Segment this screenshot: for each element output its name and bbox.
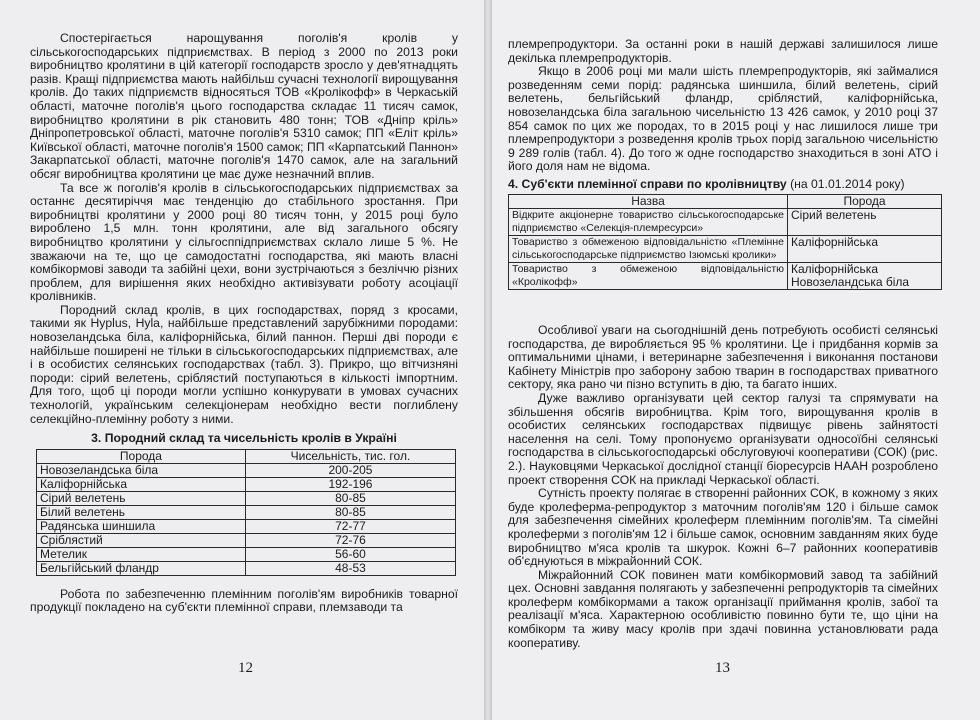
column-header: Порода bbox=[788, 194, 942, 208]
count-cell: 72-76 bbox=[245, 533, 455, 547]
breed-cell: Каліфорнійська bbox=[37, 477, 246, 491]
paragraph: племрепродуктори. За останні роки в нашій державі залишилося лише декілька племрепродукторів. bbox=[508, 37, 938, 65]
table-header-row bbox=[37, 449, 456, 463]
paragraph: Особливої уваги на сьогоднішній день потребують особисті селянські господарства, де виробляється 95 % кролятини. Це і придбання кормів за оптимальними цінами, і ветеринарне забезпечення і виконання постанови Кабінету Міністрів про заборону забою тварин в господарствах приватного сектору, яка рано чи пізно вступить в дію, та багато інших. bbox=[508, 323, 938, 392]
breed-cell: Сірий велетень bbox=[37, 491, 246, 505]
table-header-row bbox=[509, 194, 942, 208]
count-cell: 72-77 bbox=[245, 519, 455, 533]
paragraph: Та все ж поголів'я кролів в сільськогосподарських підприємствах за останнє десятиріччя має тенденцію до стабільного зростання. При виробництві кролятини у 2000 році 80 тисяч тонн, у 2015 році було вироблено 1,5 млн. тонн кролятини, але від загального обсягу виробництво кролятини у сільгосппідприємствах склало лише 5 %. Не зважаючи на те, що це самодостатні господарства, які мають власні комбікормові заводи та забійні цехи, вони зустрічаються з безліччю різних проблем, для вирішення яких необхідно активізувати роботу асоціації кролівників. bbox=[30, 180, 458, 304]
entity-name-cell: Товариство з обмеженою відповідальністю «Племінне сільськогосподарське підприємство Ізюмські кролики» bbox=[509, 235, 788, 262]
table-row bbox=[37, 463, 456, 477]
count-cell: 48-53 bbox=[245, 561, 455, 575]
column-header: Чисельність, тис. гол. bbox=[245, 449, 455, 463]
breed-cell: Каліфорнійська bbox=[788, 235, 942, 262]
count-cell: 200-205 bbox=[245, 463, 455, 477]
paragraph: Сутність проекту полягає в створенні районних СОК, в кожному з яких буде кролеферма-репродуктор з маточним поголів'ям 120 і більше самок для забезпечення сімейних кролеферм племінним поголів'ям. Та сімейні кролеферми з поголів'ям 12 і більше самок, основним завданням яких буде виробництво м'яса кролів та шкурок. Кожні 6–7 районних кооперативів об'єднуються в міжрайонний СОК. bbox=[508, 486, 938, 569]
breed-cell: Радянська шиншила bbox=[37, 519, 246, 533]
breed-cell: Каліфорнійська Новозеландська біла bbox=[788, 262, 942, 289]
table4 bbox=[508, 194, 942, 290]
table-row bbox=[37, 561, 456, 575]
left-page-text bbox=[30, 32, 458, 615]
table-row bbox=[509, 208, 942, 235]
count-cell: 56-60 bbox=[245, 547, 455, 561]
breed-cell: Сірий велетень bbox=[788, 208, 942, 235]
table3-caption: 3. Породний склад та чисельність кролів в Україні bbox=[91, 431, 397, 446]
paragraph: Спостерігається нарощування поголів'я кролів у сільськогосподарських підприємствах. В період з 2000 по 2013 роки виробництво кролятини в цій категорії господарств зросло у дев'ятнадцять разів. Кращі підприємства мають найбільш сучасні технології вирощування кролів. До таких підприємств відносяться ТОВ «Кролікофф» в Черкаській області, маточне поголів'я цього господарства складає 11 тисяч самок, виробництво кролятини в рік становить 480 тонн; ТОВ «Дніпр кріль» Дніпропетровської області, маточне поголів'я 5310 самок; ПП «Еліт кріль» Київської області, маточне поголів'я 1500 самок; ПП «Карпатський Паннон» Закарпатської області, маточне поголів'я 1470 самок, але на загальний обсяг виробництва кролятини це має дуже незначний вплив. bbox=[30, 31, 458, 181]
count-cell: 80-85 bbox=[245, 491, 455, 505]
right-page-text-bottom bbox=[508, 324, 938, 650]
table4-caption-title: 4. Суб'єкти племінної справи по кролівництву bbox=[508, 176, 787, 191]
column-header: Назва bbox=[509, 194, 788, 208]
table3 bbox=[36, 449, 456, 576]
column-header: Порода bbox=[37, 449, 246, 463]
right-page-text-top bbox=[508, 38, 938, 290]
table-row bbox=[37, 547, 456, 561]
table4-caption-date: (на 01.01.2014 року) bbox=[790, 176, 905, 191]
page-number-left: 12 bbox=[238, 660, 253, 676]
entity-name-cell: Товариство з обмеженою відповідальністю «Кролікофф» bbox=[509, 262, 788, 289]
count-cell: 80-85 bbox=[245, 505, 455, 519]
count-cell: 192-196 bbox=[245, 477, 455, 491]
paragraph: Міжрайонний СОК повинен мати комбікормовий завод та забійний цех. Основні завдання полягають у забезпеченні репродукторів та сімейних кролеферм комбікормами а також організації приймання кролів, забої та реалізації м'яса. Характерною особливістю повинно бути те, що ціни на комбікорм та живу масу кролів при здачі повинна установлювати рада кооперативу. bbox=[508, 567, 938, 650]
table4-caption bbox=[508, 178, 938, 192]
breed-cell: Новозеландська біла bbox=[37, 463, 246, 477]
table-row bbox=[509, 235, 942, 262]
breed-cell: Білий велетень bbox=[37, 505, 246, 519]
paragraph: Робота по забезпеченню племінним поголів'ям виробників товарної продукції покладено на суб'єкти племінної справи, племзаводи та bbox=[30, 586, 458, 615]
table-row bbox=[37, 505, 456, 519]
paragraph: Якщо в 2006 році ми мали шість племрепродукторів, які займалися розведенням семи порід: радянська шиншила, білий велетень, сірий велетень, бельгійський фландр, сріблястий, каліфорнійська, новозеландська біла загальною чисельністю 13 426 самок, у 2010 році 37 854 самок по цих же породах, то в 2015 році у нас лишилося лише три племрепродуктори з розведення кролів трьох порід загальною чисельністю 9 289 голів (табл. 4). До того ж одне господарство знаходиться в зоні АТО і його доля нам не відома. bbox=[508, 64, 938, 174]
paragraph: Дуже важливо організувати цей сектор галузі та спрямувати на збільшення обсягів виробництва. Крім того, вирощування кролів в особистих селянських господарствах підвищує рівень зайнятості населення на селі. Тому пропонуємо організувати односоїбні селянські господарства в сільськогосподарські обслуговуючі кооперативи (СОК) (рис. 2.). Науковцями Черкаської дослідної станції біоресурсів НААН розроблено проект створення СОК на прикладі Черкаської області. bbox=[508, 390, 938, 487]
entity-name-cell: Відкрите акціонерне товариство сільськогосподарське підприємство «Селекція-племресурси» bbox=[509, 208, 788, 235]
table-row bbox=[37, 491, 456, 505]
paragraph: Породний склад кролів, в цих господарствах, поряд з кросами, такими як Hyplus, Hyla, найбільше представлений зарубіжними породами: новозеландська біла, каліфорнійська, білий паннон. Перші дві породи є найбільше поширені не тільки в сільськогосподарських підприємствах, але і в особистих селянських господарствах (табл. 3). Прикро, що вітчизняні породи: сірий велетень, сріблястий поступаються в кількості імпортним. Для того, щоб ці породи могли успішно конкурувати в умовах сучасних технологій, українським селекціонерам необхідно вести поглиблену селекційно-племінну роботу з ними. bbox=[30, 302, 458, 426]
table-row bbox=[37, 533, 456, 547]
book-gutter bbox=[484, 0, 492, 720]
breed-cell: Бельгійський фландр bbox=[37, 561, 246, 575]
breed-cell: Сріблястий bbox=[37, 533, 246, 547]
table-row bbox=[37, 477, 456, 491]
table-row bbox=[37, 519, 456, 533]
breed-cell: Метелик bbox=[37, 547, 246, 561]
table-row bbox=[509, 262, 942, 289]
page-number-right: 13 bbox=[715, 660, 730, 676]
